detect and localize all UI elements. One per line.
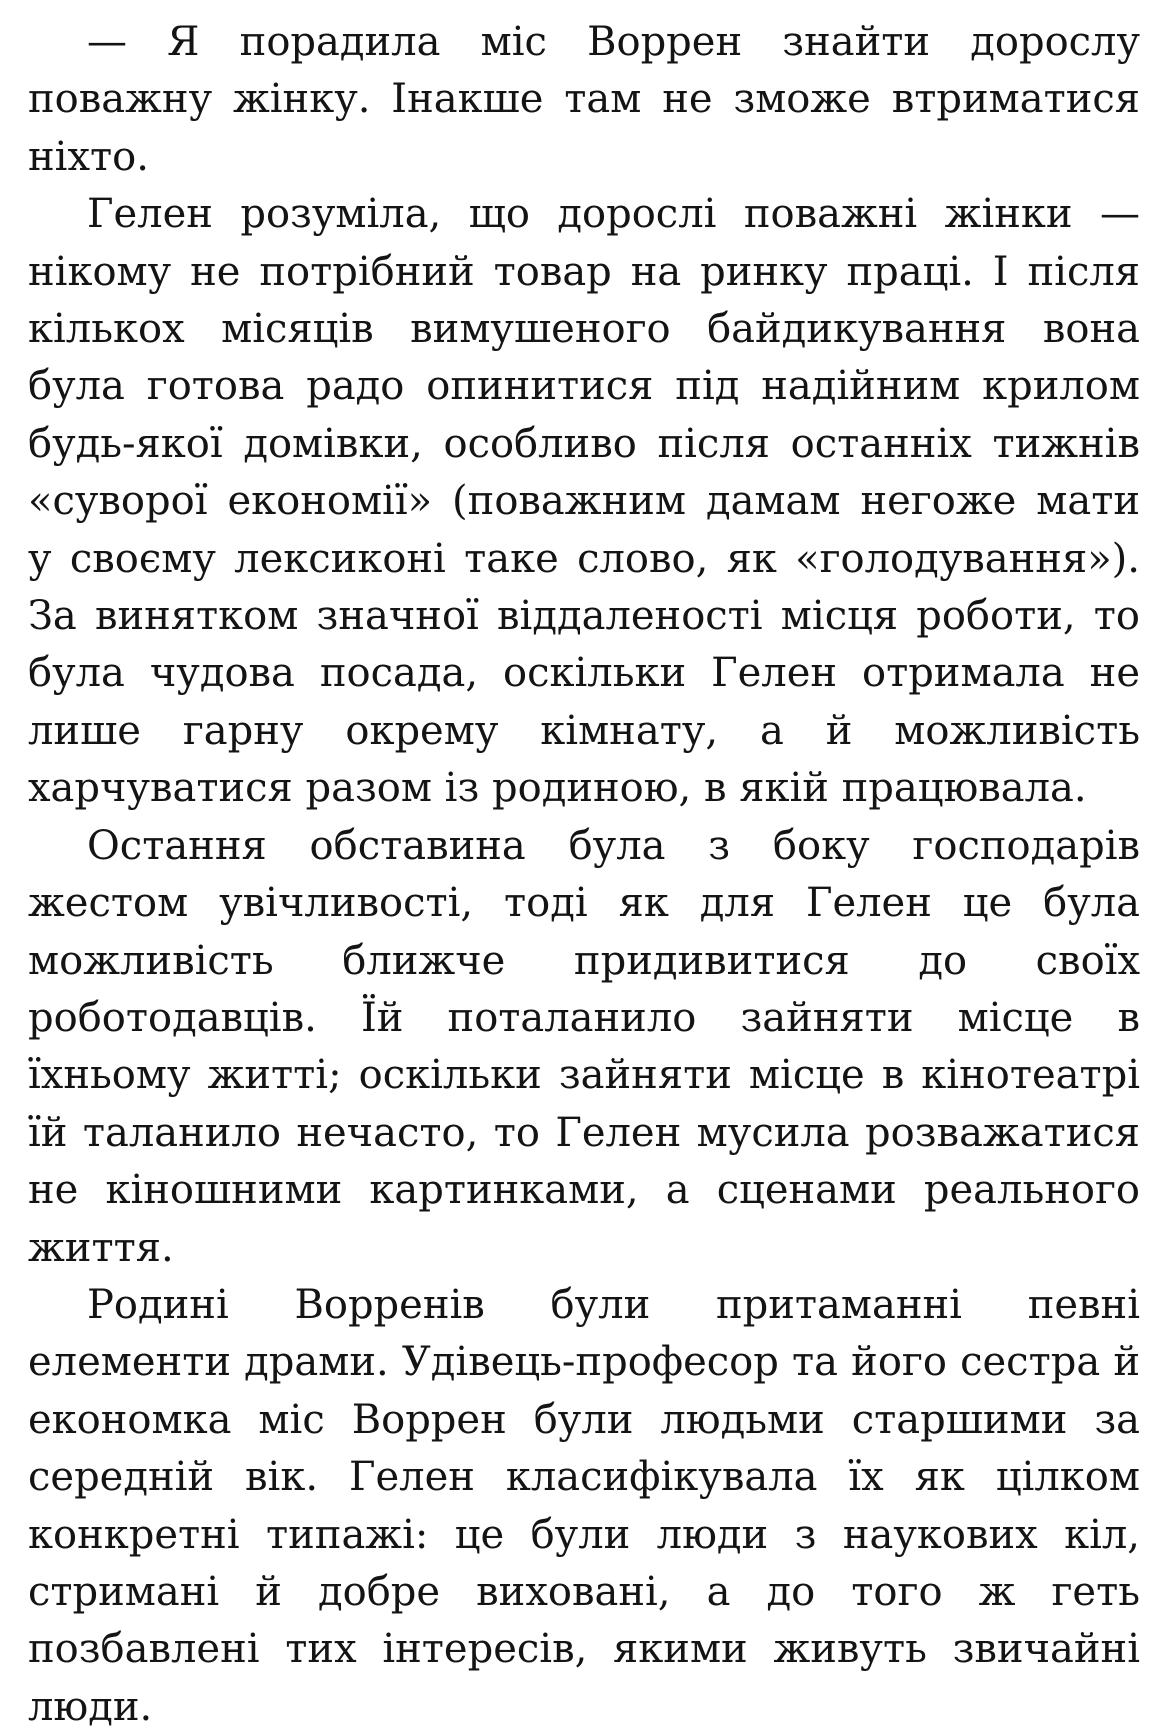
paragraph-3: Остання обставина була з боку господарів жестом увічливості, тоді як для Гелен це була можливість ближче придивитися до своїх роботодавців. Їй поталанило зайняти місце в їхньому житті; оскільки зайняти місце в кінотеатрі їй таланило нечасто, то Гелен мусила розважатися не кіношними картинками, а сценами реального життя. — [28, 822, 1140, 1271]
paragraph-1: — Я порадила міс Воррен знайти дорослу поважну жінку. Інакше там не зможе втриматися ніхто. — [28, 19, 1140, 180]
paragraph-2: Гелен розуміла, що дорослі поважні жінки — нікому не потрібний товар на ринку праці. І після кількох місяців вимушеного байдикування вона була готова радо опинитися під надійним крилом будь-якої домівки, особливо після останніх тижнів «суворої економії» (поважним дамам негоже мати у своєму лексиконі таке слово, як «голодування»). За винятком значної віддаленості місця роботи, то була чудова посада, оскільки Гелен отримала не лише гарну окрему кімнату, а й можливість харчуватися разом із родиною, в якій працювала. — [28, 191, 1140, 812]
paragraph-4: Родині Ворренів були притаманні певні елементи драми. Удівець-професор та його сестра й економка міс Воррен були людьми старшими за середній вік. Гелен класифікувала їх як цілком конкретні типажі: це були люди з наукових кіл, стримані й добре виховані, а до того ж геть позбавлені тих інтересів, якими живуть звичайні люди. — [28, 1281, 1140, 1730]
document-page — [28, 14, 1140, 1736]
